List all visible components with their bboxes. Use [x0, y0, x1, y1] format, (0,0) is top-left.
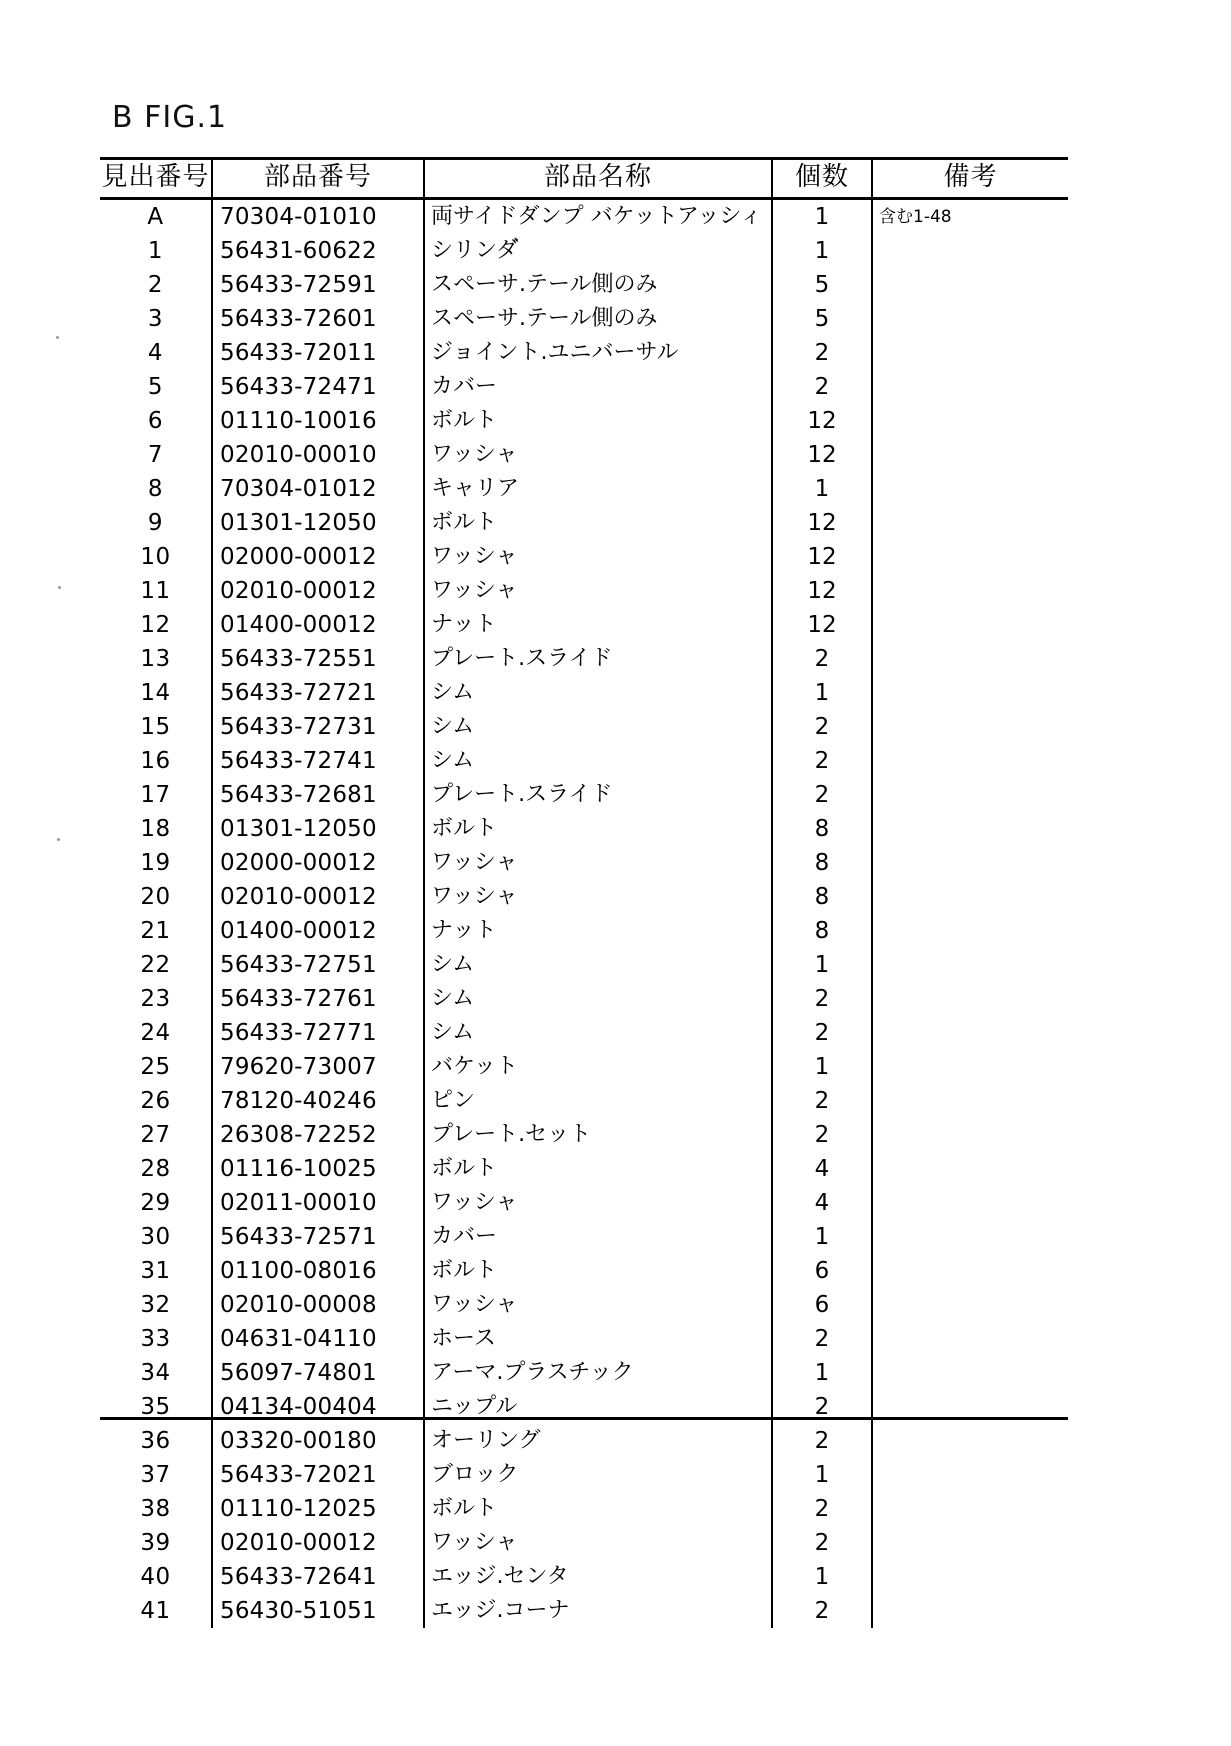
table-row	[100, 1220, 1068, 1254]
cell-part-no: 56433-72771	[212, 1016, 424, 1050]
cell-name: ボルト	[424, 404, 772, 438]
cell-index: 3	[147, 306, 164, 332]
cell-qty: 12	[772, 438, 872, 472]
table-row	[100, 1594, 1068, 1628]
cell-qty: 1	[772, 472, 872, 506]
cell-name: シム	[424, 710, 772, 744]
table-row	[100, 1152, 1068, 1186]
cell-remarks	[872, 982, 1068, 1016]
cell-index: 40	[140, 1564, 171, 1590]
parts-table-header	[100, 159, 1068, 199]
cell-index: 34	[140, 1360, 171, 1386]
cell-index: 36	[140, 1428, 171, 1454]
cell-qty: 4	[772, 1152, 872, 1186]
cell-index: 31	[140, 1258, 171, 1284]
cell-qty: 12	[772, 574, 872, 608]
cell-index: 33	[140, 1326, 171, 1352]
cell-part-no: 01110-10016	[212, 404, 424, 438]
cell-index: 4	[147, 340, 164, 366]
cell-name: ボルト	[424, 1152, 772, 1186]
cell-qty: 2	[772, 1084, 872, 1118]
parts-table	[100, 157, 1068, 1628]
cell-name: ワッシャ	[424, 438, 772, 472]
cell-remarks	[872, 914, 1068, 948]
table-row	[100, 302, 1068, 336]
table-row	[100, 234, 1068, 268]
cell-part-no: 02010-00008	[212, 1288, 424, 1322]
cell-name: ホース	[424, 1322, 772, 1356]
cell-part-no: 56433-72721	[212, 676, 424, 710]
cell-part-no: 56433-72571	[212, 1220, 424, 1254]
cell-name: ワッシャ	[424, 1526, 772, 1560]
cell-remarks	[872, 812, 1068, 846]
cell-index: 7	[147, 442, 164, 468]
table-row	[100, 948, 1068, 982]
cell-remarks	[872, 1526, 1068, 1560]
cell-remarks	[872, 336, 1068, 370]
cell-name: ジョイント.ユニバーサル	[424, 336, 772, 370]
table-row	[100, 1356, 1068, 1390]
table-row	[100, 1526, 1068, 1560]
cell-name: プレート.セット	[424, 1118, 772, 1152]
table-row	[100, 574, 1068, 608]
cell-part-no: 56433-72761	[212, 982, 424, 1016]
cell-qty: 2	[772, 370, 872, 404]
table-row	[100, 812, 1068, 846]
cell-qty: 2	[772, 642, 872, 676]
cell-remarks	[872, 1186, 1068, 1220]
cell-name: エッジ.センタ	[424, 1560, 772, 1594]
cell-qty: 12	[772, 506, 872, 540]
cell-index: 37	[140, 1462, 171, 1488]
cell-index: 41	[140, 1598, 171, 1624]
cell-name: スペーサ.テール側のみ	[424, 302, 772, 336]
cell-qty: 1	[772, 1356, 872, 1390]
cell-part-no: 01110-12025	[212, 1492, 424, 1526]
column-header-index: 見出番号	[100, 159, 212, 199]
table-row	[100, 676, 1068, 710]
cell-part-no: 01301-12050	[212, 506, 424, 540]
cell-index: 12	[140, 612, 171, 638]
cell-remarks	[872, 234, 1068, 268]
cell-part-no: 56433-72551	[212, 642, 424, 676]
cell-remarks	[872, 778, 1068, 812]
cell-index: A	[147, 204, 164, 230]
cell-part-no: 02010-00012	[212, 1526, 424, 1560]
cell-index: 39	[140, 1530, 171, 1556]
cell-qty: 1	[772, 1458, 872, 1492]
cell-qty: 8	[772, 846, 872, 880]
cell-part-no: 01116-10025	[212, 1152, 424, 1186]
cell-index: 13	[140, 646, 171, 672]
cell-remarks	[872, 608, 1068, 642]
parts-table-body	[100, 199, 1068, 1629]
cell-remarks	[872, 1560, 1068, 1594]
cell-qty: 2	[772, 1492, 872, 1526]
cell-remarks	[872, 1254, 1068, 1288]
cell-remarks	[872, 676, 1068, 710]
cell-name: シム	[424, 982, 772, 1016]
cell-remarks	[872, 642, 1068, 676]
cell-index: 8	[147, 476, 164, 502]
cell-part-no: 02010-00012	[212, 574, 424, 608]
table-row	[100, 1424, 1068, 1458]
cell-qty: 8	[772, 914, 872, 948]
cell-remarks	[872, 1288, 1068, 1322]
table-row	[100, 1254, 1068, 1288]
cell-index: 2	[147, 272, 164, 298]
cell-part-no: 56433-72011	[212, 336, 424, 370]
cell-name: プレート.スライド	[424, 778, 772, 812]
cell-remarks	[872, 1220, 1068, 1254]
table-row	[100, 1186, 1068, 1220]
cell-remarks	[872, 540, 1068, 574]
table-row	[100, 778, 1068, 812]
cell-part-no: 56433-72601	[212, 302, 424, 336]
cell-name: 両サイドダンプ バケットアッシィ	[424, 199, 772, 235]
cell-part-no: 56433-72471	[212, 370, 424, 404]
cell-part-no: 56433-72591	[212, 268, 424, 302]
cell-part-no: 02000-00012	[212, 540, 424, 574]
cell-name: ワッシャ	[424, 880, 772, 914]
cell-part-no: 04631-04110	[212, 1322, 424, 1356]
cell-remarks	[872, 404, 1068, 438]
cell-qty: 1	[772, 676, 872, 710]
cell-index: 20	[140, 884, 171, 910]
cell-qty: 8	[772, 812, 872, 846]
column-header-name: 部品名称	[424, 159, 772, 199]
cell-part-no: 56430-51051	[212, 1594, 424, 1628]
table-row	[100, 914, 1068, 948]
cell-name: シム	[424, 744, 772, 778]
cell-index: 29	[140, 1190, 171, 1216]
table-row	[100, 438, 1068, 472]
cell-index: 35	[140, 1394, 171, 1420]
table-row	[100, 1084, 1068, 1118]
figure-title: B FIG.1	[112, 100, 228, 135]
cell-index: 26	[140, 1088, 171, 1114]
cell-name: ワッシャ	[424, 1186, 772, 1220]
table-row	[100, 744, 1068, 778]
table-row	[100, 268, 1068, 302]
cell-index: 15	[140, 714, 171, 740]
cell-qty: 2	[772, 982, 872, 1016]
cell-index: 10	[140, 544, 171, 570]
cell-part-no: 70304-01010	[212, 199, 424, 235]
scan-speck	[56, 336, 59, 339]
table-row	[100, 506, 1068, 540]
cell-part-no: 56431-60622	[212, 234, 424, 268]
cell-qty: 2	[772, 1594, 872, 1628]
cell-part-no: 56097-74801	[212, 1356, 424, 1390]
cell-name: ボルト	[424, 1254, 772, 1288]
table-row	[100, 846, 1068, 880]
cell-name: ボルト	[424, 812, 772, 846]
cell-remarks	[872, 506, 1068, 540]
column-header-qty: 個数	[772, 159, 872, 199]
table-row	[100, 710, 1068, 744]
cell-remarks	[872, 1492, 1068, 1526]
cell-part-no: 56433-72021	[212, 1458, 424, 1492]
cell-part-no: 01400-00012	[212, 914, 424, 948]
cell-name: シリンダ゙	[424, 234, 772, 268]
table-row	[100, 1322, 1068, 1356]
cell-index: 17	[140, 782, 171, 808]
cell-remarks	[872, 948, 1068, 982]
table-row	[100, 370, 1068, 404]
table-row	[100, 1016, 1068, 1050]
cell-remarks	[872, 1594, 1068, 1628]
parts-table-container	[100, 157, 1068, 1628]
cell-remarks	[872, 268, 1068, 302]
cell-name: スペーサ.テール側のみ	[424, 268, 772, 302]
table-row	[100, 404, 1068, 438]
table-row	[100, 880, 1068, 914]
cell-index: 11	[140, 578, 171, 604]
cell-qty: 1	[772, 199, 872, 235]
cell-remarks	[872, 370, 1068, 404]
table-row	[100, 336, 1068, 370]
cell-qty: 2	[772, 1118, 872, 1152]
cell-remarks	[872, 1118, 1068, 1152]
cell-name: ナット	[424, 608, 772, 642]
cell-qty: 2	[772, 1526, 872, 1560]
cell-qty: 2	[772, 1390, 872, 1424]
cell-name: キャリア	[424, 472, 772, 506]
cell-index: 22	[140, 952, 171, 978]
cell-part-no: 01400-00012	[212, 608, 424, 642]
cell-part-no: 02010-00012	[212, 880, 424, 914]
cell-part-no: 56433-72641	[212, 1560, 424, 1594]
cell-name: シム	[424, 948, 772, 982]
cell-name: バケット	[424, 1050, 772, 1084]
cell-name: プレート.スライド	[424, 642, 772, 676]
cell-qty: 12	[772, 540, 872, 574]
cell-name: ボルト	[424, 506, 772, 540]
table-row	[100, 472, 1068, 506]
cell-remarks	[872, 1016, 1068, 1050]
cell-name: ニップル	[424, 1390, 772, 1424]
cell-qty: 1	[772, 948, 872, 982]
cell-part-no: 01301-12050	[212, 812, 424, 846]
table-row	[100, 1492, 1068, 1526]
cell-qty: 2	[772, 1016, 872, 1050]
cell-remarks	[872, 438, 1068, 472]
cell-part-no: 04134-00404	[212, 1390, 424, 1424]
cell-name: ワッシャ	[424, 540, 772, 574]
cell-part-no: 02000-00012	[212, 846, 424, 880]
cell-part-no: 70304-01012	[212, 472, 424, 506]
cell-remarks	[872, 846, 1068, 880]
cell-part-no: 79620-73007	[212, 1050, 424, 1084]
cell-index: 24	[140, 1020, 171, 1046]
cell-index: 16	[140, 748, 171, 774]
cell-name: カバー	[424, 1220, 772, 1254]
cell-index: 5	[147, 374, 164, 400]
cell-name: ワッシャ	[424, 574, 772, 608]
cell-index: 9	[147, 510, 164, 536]
cell-qty: 1	[772, 234, 872, 268]
cell-remarks	[872, 1084, 1068, 1118]
cell-part-no: 56433-72751	[212, 948, 424, 982]
cell-name: エッジ.コーナ	[424, 1594, 772, 1628]
cell-part-no: 56433-72731	[212, 710, 424, 744]
cell-qty: 6	[772, 1254, 872, 1288]
cell-index: 18	[140, 816, 171, 842]
cell-part-no: 26308-72252	[212, 1118, 424, 1152]
table-row	[100, 982, 1068, 1016]
cell-remarks	[872, 1322, 1068, 1356]
scan-speck	[58, 586, 61, 589]
table-row	[100, 642, 1068, 676]
cell-part-no: 02011-00010	[212, 1186, 424, 1220]
cell-qty: 8	[772, 880, 872, 914]
cell-index: 38	[140, 1496, 171, 1522]
table-row	[100, 1118, 1068, 1152]
cell-qty: 1	[772, 1220, 872, 1254]
cell-remarks	[872, 744, 1068, 778]
cell-part-no: 01100-08016	[212, 1254, 424, 1288]
cell-qty: 1	[772, 1050, 872, 1084]
cell-name: ナット	[424, 914, 772, 948]
cell-remarks	[872, 880, 1068, 914]
cell-name: アーマ.プラスチック	[424, 1356, 772, 1390]
cell-remarks	[872, 302, 1068, 336]
cell-qty: 12	[772, 608, 872, 642]
cell-index: 23	[140, 986, 171, 1012]
table-row	[100, 540, 1068, 574]
cell-qty: 2	[772, 1424, 872, 1458]
cell-part-no: 03320-00180	[212, 1424, 424, 1458]
column-header-part-no: 部品番号	[212, 159, 424, 199]
cell-part-no: 56433-72681	[212, 778, 424, 812]
cell-qty: 2	[772, 778, 872, 812]
cell-name: ピン	[424, 1084, 772, 1118]
cell-index: 6	[147, 408, 164, 434]
cell-qty: 6	[772, 1288, 872, 1322]
cell-name: シム	[424, 1016, 772, 1050]
cell-remarks	[872, 1152, 1068, 1186]
cell-qty: 5	[772, 302, 872, 336]
cell-qty: 12	[772, 404, 872, 438]
scan-speck	[57, 838, 60, 841]
cell-name: オーリング	[424, 1424, 772, 1458]
cell-name: ワッシャ	[424, 1288, 772, 1322]
cell-qty: 2	[772, 710, 872, 744]
cell-index: 1	[147, 238, 164, 264]
cell-index: 25	[140, 1054, 171, 1080]
cell-name: ボルト	[424, 1492, 772, 1526]
table-row	[100, 608, 1068, 642]
cell-remarks	[872, 472, 1068, 506]
cell-remarks	[872, 1050, 1068, 1084]
cell-index: 19	[140, 850, 171, 876]
cell-qty: 2	[772, 1322, 872, 1356]
header-row	[100, 159, 1068, 199]
column-header-remarks: 備考	[872, 159, 1068, 199]
cell-name: シム	[424, 676, 772, 710]
table-row	[100, 1458, 1068, 1492]
cell-remarks	[872, 1356, 1068, 1390]
cell-remarks	[872, 1424, 1068, 1458]
cell-qty: 4	[772, 1186, 872, 1220]
cell-remarks	[872, 1458, 1068, 1492]
cell-index: 27	[140, 1122, 171, 1148]
cell-qty: 1	[772, 1560, 872, 1594]
table-bottom-rule	[100, 1417, 1068, 1420]
cell-name: ワッシャ	[424, 846, 772, 880]
cell-remarks	[872, 574, 1068, 608]
cell-index: 32	[140, 1292, 171, 1318]
cell-qty: 2	[772, 336, 872, 370]
cell-qty: 5	[772, 268, 872, 302]
cell-name: ブロック	[424, 1458, 772, 1492]
table-row	[100, 1050, 1068, 1084]
table-row	[100, 1288, 1068, 1322]
cell-index: 21	[140, 918, 171, 944]
cell-qty: 2	[772, 744, 872, 778]
cell-index: 28	[140, 1156, 171, 1182]
table-row	[100, 199, 1068, 235]
cell-index: 14	[140, 680, 171, 706]
cell-part-no: 78120-40246	[212, 1084, 424, 1118]
cell-name: カバー	[424, 370, 772, 404]
cell-part-no: 56433-72741	[212, 744, 424, 778]
cell-remarks: 含む1-48	[872, 199, 1068, 235]
table-row	[100, 1560, 1068, 1594]
cell-remarks	[872, 710, 1068, 744]
cell-index: 30	[140, 1224, 171, 1250]
cell-part-no: 02010-00010	[212, 438, 424, 472]
